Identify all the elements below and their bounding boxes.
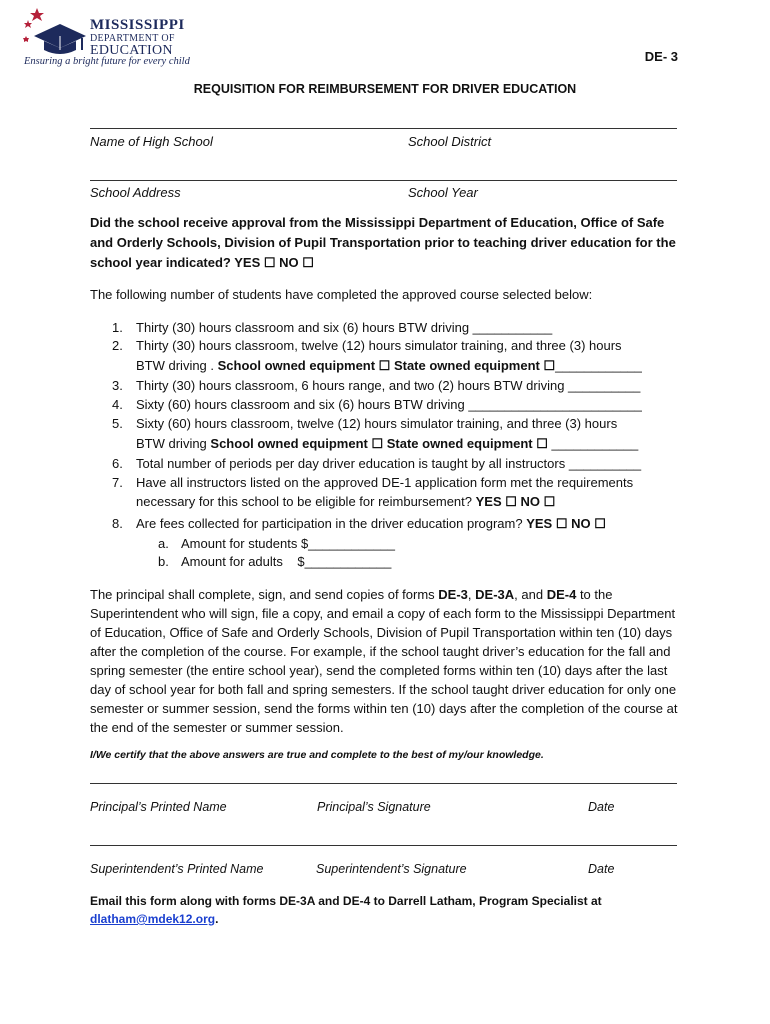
item-number: 4. [112, 397, 123, 412]
item-2-prefix: BTW driving . [136, 358, 218, 373]
page-title: REQUISITION FOR REIMBURSEMENT FOR DRIVER EDUCATION [193, 82, 577, 96]
principal-signature-label: Principal’s Signature [317, 800, 431, 814]
email-instructions [90, 892, 680, 928]
item-number: 2. [112, 338, 123, 353]
date-label: Date [588, 862, 615, 876]
item-8-prefix: Are fees collected for participation in the driver education program? [136, 516, 527, 531]
item-2-equipment [136, 357, 642, 375]
item-3: Thirty (30) hours classroom, 6 hours range, and two (2) hours BTW driving __________ [136, 378, 641, 393]
item-8 [136, 515, 606, 533]
adults-amount[interactable]: Amount for adults $____________ [181, 554, 392, 569]
high-school-label: Name of High School [90, 134, 213, 149]
item-5: Sixty (60) hours classroom, twelve (12) hours simulator training, and three (3) hours [136, 416, 618, 431]
item-1: Thirty (30) hours classroom and six (6) hours BTW driving ___________ [136, 320, 553, 335]
superintendent-name-label: Superintendent’s Printed Name [90, 862, 264, 876]
email-end: . [215, 912, 219, 926]
item-5-prefix: BTW driving [136, 436, 211, 451]
item-7-prefix: necessary for this school to be eligible for reimbursement? [136, 494, 476, 509]
principal-signature-line[interactable] [90, 783, 677, 784]
instructions-paragraph [90, 585, 682, 737]
logo-line-1: MISSISSIPPI [90, 17, 185, 33]
yes-no-checkboxes[interactable]: YES ☐ NO ☐ [475, 494, 556, 509]
principal-name-label: Principal’s Printed Name [90, 800, 227, 814]
certification-text: I/We certify that the above answers are true and complete to the best of my/our knowledge. [90, 749, 544, 761]
yes-no-checkboxes[interactable]: YES ☐ NO ☐ [526, 516, 606, 531]
equipment-checkboxes[interactable]: School owned equipment ☐ State owned equipment ☐ [217, 358, 556, 373]
logo-line-2: DEPARTMENT OF [90, 33, 175, 44]
form-ref: DE-4 [546, 587, 577, 602]
approval-question: Did the school receive approval from the Mississippi Department of Education, Office of Safe and Orderly Schools, Division of Pupil Transportation prior to teaching driver education for the school year indicated? YES ☐ NO ☐ [90, 215, 676, 270]
address-label: School Address [90, 185, 181, 200]
item-number: b. [158, 554, 169, 569]
para-part: , [467, 587, 476, 602]
para-part: , and [514, 587, 547, 602]
high-school-line[interactable] [90, 128, 677, 129]
equipment-checkboxes[interactable]: School owned equipment ☐ State owned equipment ☐ [210, 436, 548, 451]
item-6: Total number of periods per day driver education is taught by all instructors __________ [136, 456, 642, 471]
students-amount[interactable]: Amount for students $____________ [181, 536, 395, 551]
item-number: 1. [112, 320, 123, 335]
item-number: 5. [112, 416, 123, 431]
form-code: DE- 3 [644, 49, 678, 64]
email-text: Email this form along with forms DE-3A and DE-4 to Darrell Latham, Program Specialist at [90, 894, 602, 908]
item-4: Sixty (60) hours classroom and six (6) hours BTW driving ________________________ [136, 397, 642, 412]
form-ref: DE-3A [475, 587, 515, 602]
address-line[interactable] [90, 180, 677, 181]
intro-text: The following number of students have completed the approved course selected below: [90, 287, 593, 302]
logo-line-3: EDUCATION [90, 43, 173, 58]
item-5-blank[interactable]: ____________ [547, 436, 639, 451]
email-link[interactable]: dlatham@mdek12.org [90, 912, 216, 926]
item-number: 7. [112, 475, 123, 490]
item-number: a. [158, 536, 169, 551]
superintendent-signature-line[interactable] [90, 845, 677, 846]
year-label: School Year [408, 185, 478, 200]
item-2: Thirty (30) hours classroom, twelve (12) hours simulator training, and three (3) hours [136, 338, 622, 353]
para-part: to the Superintendent who will sign, file a copy, and email a copy of each form to the Mississippi Department of Education, Office of Safe and Orderly Schools, Division of Pupil Transportation within ten (10) days after the completion of the course. For example, if the school taught driver’s education for the fall and spring semester (the entire school year), send the completed forms within ten (10) days after the last day of school year for both fall and spring semesters. If the school taught driver education for only one semester or summer session, send the forms within ten (10) days after the completion of the course at the end of the semester or summer session. [90, 587, 678, 735]
item-number: 8. [112, 516, 123, 531]
item-5-equipment [136, 435, 638, 453]
date-label: Date [588, 800, 615, 814]
graduation-cap-icon [20, 6, 86, 56]
superintendent-signature-label: Superintendent’s Signature [316, 862, 467, 876]
logo-tagline: Ensuring a bright future for every child [24, 56, 190, 67]
form-ref: DE-3 [438, 587, 468, 602]
item-7-answer [136, 493, 555, 511]
item-number: 3. [112, 378, 123, 393]
item-7: Have all instructors listed on the approved DE-1 application form met the requirements [136, 475, 634, 490]
district-label: School District [408, 134, 492, 149]
item-2-blank[interactable]: ____________ [555, 358, 642, 373]
item-number: 6. [112, 456, 123, 471]
para-part: The principal shall complete, sign, and send copies of forms [90, 587, 439, 602]
